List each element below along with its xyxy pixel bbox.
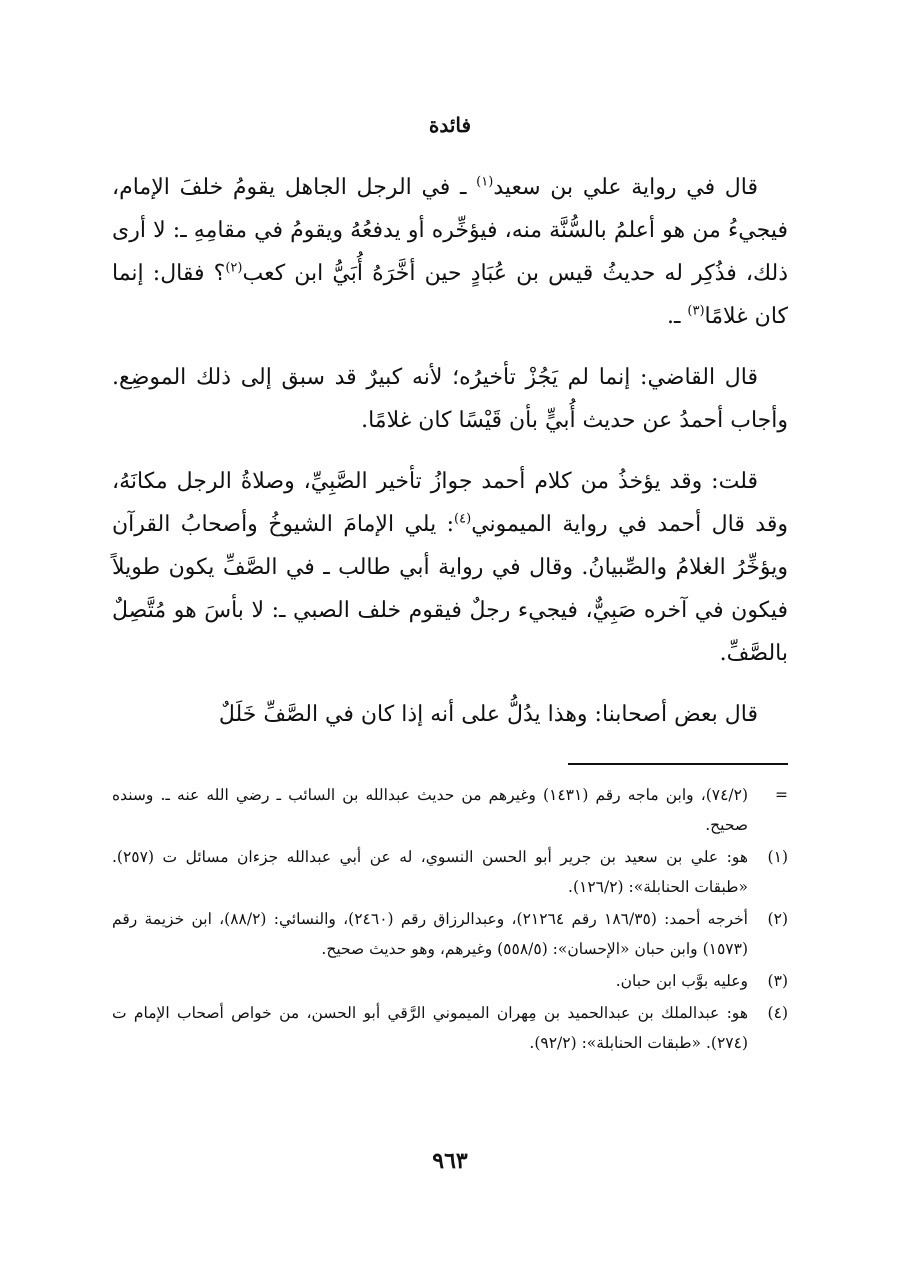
footnote-text: هو: عبدالملك بن عبدالحميد بن مِهران الميموني الرَّقي أبو الحسن، من خواص أصحاب الإمام ت (٢٧٤). «طبقات الحنابلة»: (٩٢/٢). [112, 1004, 748, 1052]
footnote-number: = [775, 786, 788, 804]
paragraph [112, 460, 788, 675]
main-text [112, 166, 788, 754]
footnote-ref[interactable]: (٤) [454, 511, 472, 527]
footnote-ref[interactable]: (٣) [687, 303, 705, 319]
footnote-item [112, 966, 788, 996]
paragraph [112, 166, 788, 338]
footnote-item [112, 998, 788, 1058]
text-run: ـ في الرجل الجاهل يقومُ خلفَ الإمام، فيجيءُ من هو أعلمُ بالسُّنَّة منه، فيؤخِّره أو يدفعُهُ ويقومُ في مقامِهِ ـ: لا أرى ذلك، فذُكِر له حديثُ قيس بن عُبَادٍ حين أخَّرَهُ أُبَيُّ ابن كعب [112, 175, 788, 286]
footnote-number: (٢) [767, 910, 788, 928]
text-run: : يلي الإمامَ الشيوخُ وأصحابُ القرآن ويؤخِّرُ الغلامُ والصِّبيانُ. وقال في رواية أبي طالب ـ في الصَّفِّ يكون طويلاً فيكون في آخره صَبِيٌّ، فيجيء رجلٌ فيقوم خلف الصبي ـ: لا بأسَ هو مُتَّصِلٌ بالصَّفِّ. [112, 512, 788, 666]
footnotes [112, 780, 788, 1060]
footnote-text: وعليه بوَّب ابن حبان. [615, 972, 748, 990]
footnote-text: أخرجه أحمد: (١٨٦/٣٥ رقم ٢١٢٦٤)، وعبدالرزاق رقم (٢٤٦٠)، والنسائي: (٨٨/٢)، ابن خزيمة رقم (١٥٧٣) وابن حبان «الإحسان»: (٥٥٨/٥) وغيرهم، وهو حديث صحيح. [112, 910, 748, 958]
footnote-text: (٧٤/٢)، وابن ماجه رقم (١٤٣١) وغيرهم من حديث عبدالله بن السائب ـ رضي الله عنه ـ. وسنده صحيح. [112, 786, 749, 834]
text-run: قال في رواية علي بن سعيد [493, 175, 758, 200]
text-run: ؟ فقال: إنما كان غلامًا [112, 261, 788, 329]
paragraph [112, 693, 788, 736]
footnote-separator [568, 763, 788, 765]
text-run: قال القاضي: إنما لم يَجُزْ تأخيرُه؛ لأنه كبيرٌ قد سبق إلى ذلك الموضِع. وأجاب أحمدُ عن حديث أُبيٍّ بأن قَيْسًا كان غلامًا. [112, 365, 788, 433]
text-run: قال بعض أصحابنا: وهذا يدُلُّ على أنه إذا كان في الصَّفِّ خَلَلٌ [218, 702, 758, 727]
text-run: قلت: وقد يؤخذُ من كلام أحمد جوازُ تأخير الصَّبِيِّ، وصلاةُ الرجل مكانَهُ، وقد قال أحمد في رواية الميموني [112, 469, 788, 537]
paragraph [112, 356, 788, 442]
footnote-number: (٤) [767, 1004, 788, 1022]
footnote-ref[interactable]: (٢) [225, 260, 243, 276]
footnote-text: هو: علي بن سعيد بن جرير أبو الحسن النسوي، له عن أبي عبدالله جزءان مسائل ت (٢٥٧). «طبقات الحنابلة»: (١٢٦/٢). [112, 848, 748, 896]
footnote-number: (١) [767, 848, 788, 866]
page-number: ٩٦٣ [432, 1148, 468, 1174]
footnote-number: (٣) [767, 972, 788, 990]
footnote-ref[interactable]: (١) [476, 174, 494, 190]
text-run: ـ. [666, 304, 688, 329]
footnote-item [112, 842, 788, 902]
section-title: فائدة [428, 113, 472, 137]
footnote-item [112, 904, 788, 964]
footnote-item [112, 780, 788, 840]
